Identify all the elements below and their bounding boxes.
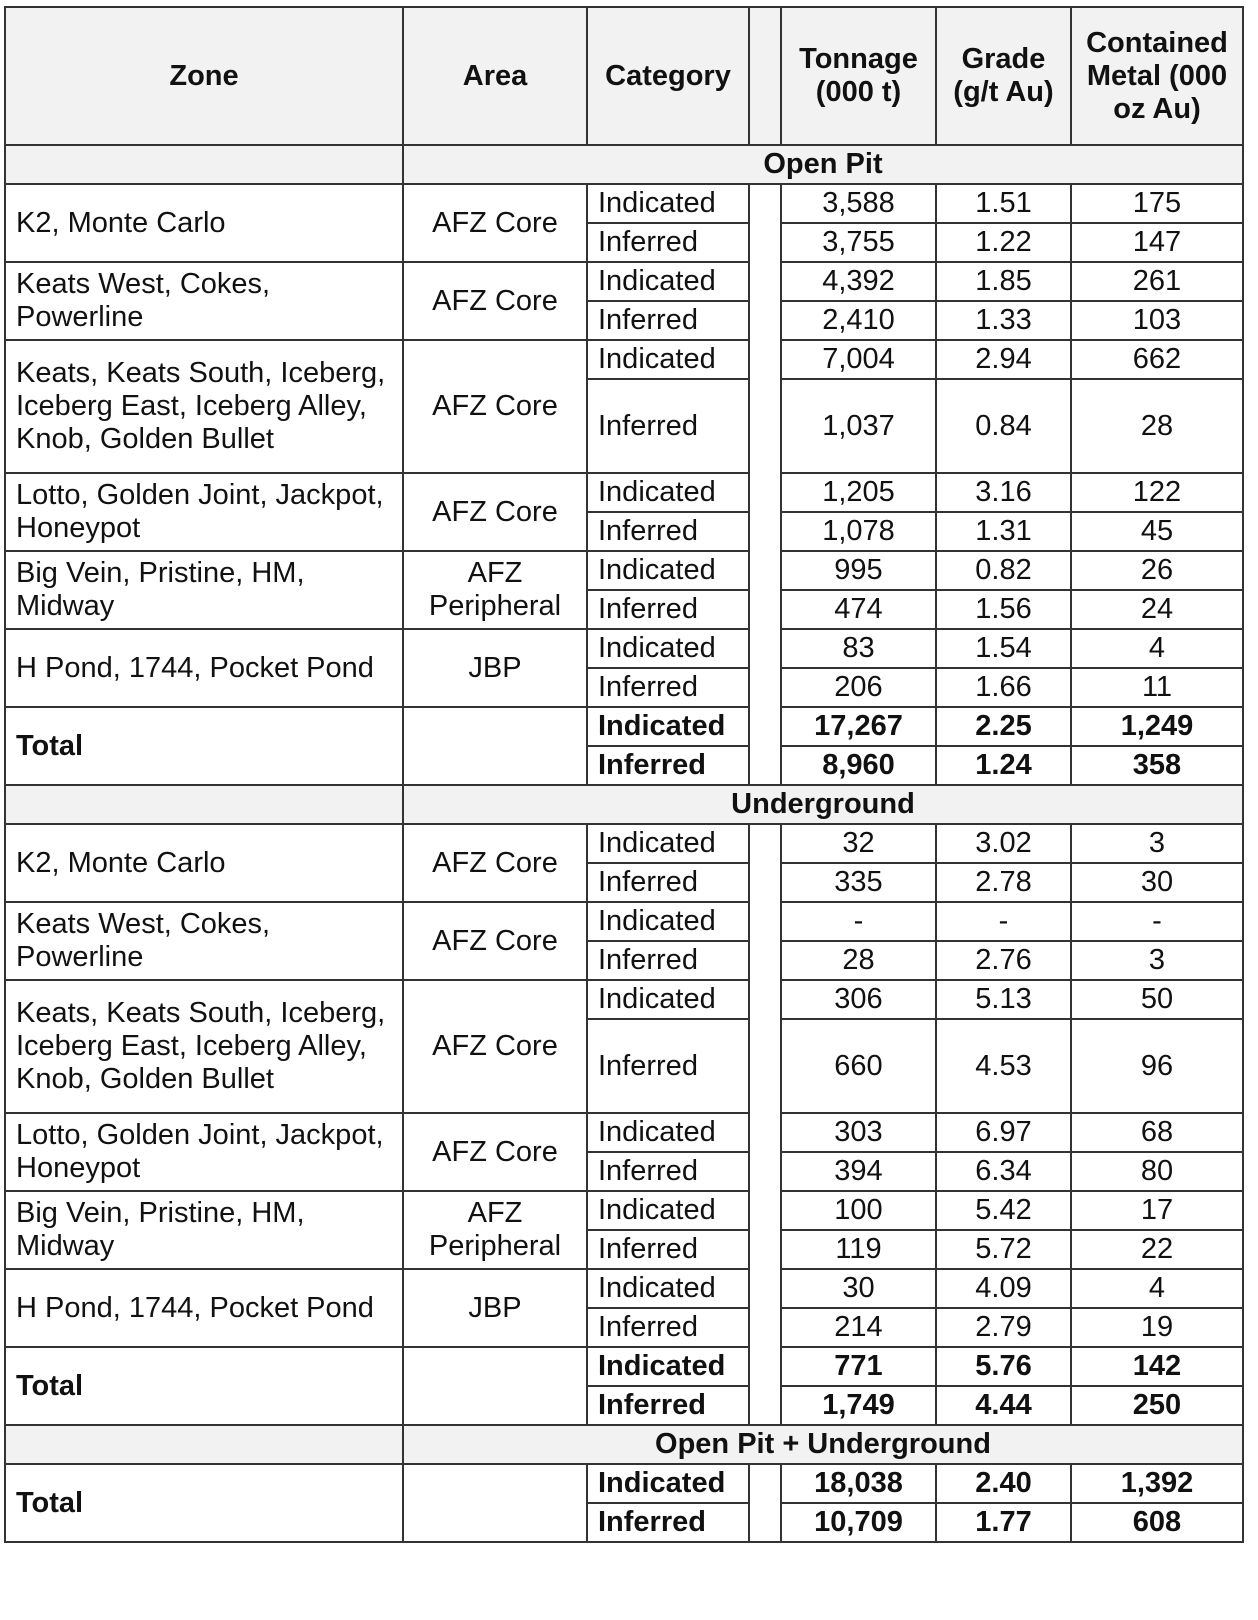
grade-cell: 4.44 bbox=[936, 1386, 1071, 1425]
grade-cell: 5.72 bbox=[936, 1230, 1071, 1269]
category-cell: Inferred bbox=[587, 941, 749, 980]
category-cell: Inferred bbox=[587, 1019, 749, 1113]
zone-cell: H Pond, 1744, Pocket Pond bbox=[5, 629, 403, 707]
zone-cell: Keats, Keats South, Iceberg, Iceberg East, Iceberg Alley, Knob, Golden Bullet bbox=[5, 980, 403, 1113]
zone-cell: H Pond, 1744, Pocket Pond bbox=[5, 1269, 403, 1347]
area-cell-empty bbox=[403, 1347, 587, 1425]
table-row bbox=[5, 184, 1243, 223]
category-cell: Inferred bbox=[587, 668, 749, 707]
area-cell: AFZ Core bbox=[403, 340, 587, 473]
tonnage-cell: 1,037 bbox=[781, 379, 936, 473]
section-row-combined bbox=[5, 1425, 1243, 1464]
tonnage-cell: 3,755 bbox=[781, 223, 936, 262]
grade-cell: 1.77 bbox=[936, 1503, 1071, 1542]
area-cell: JBP bbox=[403, 629, 587, 707]
metal-cell: 24 bbox=[1071, 590, 1243, 629]
total-row bbox=[5, 707, 1243, 746]
grade-cell: 0.84 bbox=[936, 379, 1071, 473]
tonnage-cell: 8,960 bbox=[781, 746, 936, 785]
zone-cell: Keats, Keats South, Iceberg, Iceberg East, Iceberg Alley, Knob, Golden Bullet bbox=[5, 340, 403, 473]
grade-cell: 1.54 bbox=[936, 629, 1071, 668]
grade-cell: 1.85 bbox=[936, 262, 1071, 301]
table-row bbox=[5, 824, 1243, 863]
grade-cell: 2.25 bbox=[936, 707, 1071, 746]
header-area: Area bbox=[403, 7, 587, 145]
metal-cell: 1,392 bbox=[1071, 1464, 1243, 1503]
category-cell: Inferred bbox=[587, 379, 749, 473]
category-cell: Inferred bbox=[587, 223, 749, 262]
table-row bbox=[5, 473, 1243, 512]
area-cell: JBP bbox=[403, 1269, 587, 1347]
category-cell: Inferred bbox=[587, 1230, 749, 1269]
section-blank bbox=[5, 785, 403, 824]
grade-cell: 1.51 bbox=[936, 184, 1071, 223]
metal-cell: 68 bbox=[1071, 1113, 1243, 1152]
metal-cell: 142 bbox=[1071, 1347, 1243, 1386]
area-cell: AFZ Core bbox=[403, 184, 587, 262]
tonnage-cell: 474 bbox=[781, 590, 936, 629]
section-title-open-pit: Open Pit bbox=[403, 145, 1243, 184]
metal-cell: 50 bbox=[1071, 980, 1243, 1019]
gap-column bbox=[749, 824, 781, 1425]
category-cell: Indicated bbox=[587, 980, 749, 1019]
header-tonnage: Tonnage (000 t) bbox=[781, 7, 936, 145]
category-cell: Inferred bbox=[587, 863, 749, 902]
zone-cell: K2, Monte Carlo bbox=[5, 824, 403, 902]
gap-column bbox=[749, 184, 781, 785]
grade-cell: 4.09 bbox=[936, 1269, 1071, 1308]
tonnage-cell: 771 bbox=[781, 1347, 936, 1386]
metal-cell: - bbox=[1071, 902, 1243, 941]
category-cell: Indicated bbox=[587, 551, 749, 590]
header-zone: Zone bbox=[5, 7, 403, 145]
grade-cell: 2.76 bbox=[936, 941, 1071, 980]
category-cell: Indicated bbox=[587, 340, 749, 379]
tonnage-cell: 206 bbox=[781, 668, 936, 707]
grade-cell: 1.66 bbox=[936, 668, 1071, 707]
area-cell: AFZ Peripheral bbox=[403, 551, 587, 629]
total-label: Total bbox=[5, 1464, 403, 1542]
grade-cell: 3.02 bbox=[936, 824, 1071, 863]
metal-cell: 3 bbox=[1071, 824, 1243, 863]
metal-cell: 30 bbox=[1071, 863, 1243, 902]
area-cell: AFZ Core bbox=[403, 262, 587, 340]
tonnage-cell: 306 bbox=[781, 980, 936, 1019]
tonnage-cell: 335 bbox=[781, 863, 936, 902]
metal-cell: 261 bbox=[1071, 262, 1243, 301]
area-cell: AFZ Core bbox=[403, 1113, 587, 1191]
total-label: Total bbox=[5, 707, 403, 785]
category-cell: Indicated bbox=[587, 1347, 749, 1386]
metal-cell: 147 bbox=[1071, 223, 1243, 262]
category-cell: Inferred bbox=[587, 1386, 749, 1425]
tonnage-cell: 28 bbox=[781, 941, 936, 980]
section-row-open-pit bbox=[5, 145, 1243, 184]
grade-cell: 2.78 bbox=[936, 863, 1071, 902]
tonnage-cell: 32 bbox=[781, 824, 936, 863]
metal-cell: 122 bbox=[1071, 473, 1243, 512]
area-cell-empty bbox=[403, 1464, 587, 1542]
category-cell: Inferred bbox=[587, 590, 749, 629]
table-row bbox=[5, 629, 1243, 668]
metal-cell: 358 bbox=[1071, 746, 1243, 785]
area-cell: AFZ Core bbox=[403, 902, 587, 980]
category-cell: Indicated bbox=[587, 1269, 749, 1308]
grade-cell: 1.22 bbox=[936, 223, 1071, 262]
metal-cell: 19 bbox=[1071, 1308, 1243, 1347]
table-row bbox=[5, 340, 1243, 379]
section-blank bbox=[5, 1425, 403, 1464]
category-cell: Indicated bbox=[587, 1113, 749, 1152]
category-cell: Indicated bbox=[587, 1464, 749, 1503]
total-row bbox=[5, 1347, 1243, 1386]
metal-cell: 3 bbox=[1071, 941, 1243, 980]
area-cell-empty bbox=[403, 707, 587, 785]
grade-cell: 1.56 bbox=[936, 590, 1071, 629]
tonnage-cell: 1,749 bbox=[781, 1386, 936, 1425]
grade-cell: - bbox=[936, 902, 1071, 941]
metal-cell: 45 bbox=[1071, 512, 1243, 551]
metal-cell: 22 bbox=[1071, 1230, 1243, 1269]
tonnage-cell: 83 bbox=[781, 629, 936, 668]
tonnage-cell: 2,410 bbox=[781, 301, 936, 340]
total-row bbox=[5, 1464, 1243, 1503]
grade-cell: 1.31 bbox=[936, 512, 1071, 551]
grade-cell: 6.97 bbox=[936, 1113, 1071, 1152]
tonnage-cell: 7,004 bbox=[781, 340, 936, 379]
header-metal: Contained Metal (000 oz Au) bbox=[1071, 7, 1243, 145]
tonnage-cell: 30 bbox=[781, 1269, 936, 1308]
grade-cell: 5.76 bbox=[936, 1347, 1071, 1386]
grade-cell: 0.82 bbox=[936, 551, 1071, 590]
tonnage-cell: 3,588 bbox=[781, 184, 936, 223]
grade-cell: 2.94 bbox=[936, 340, 1071, 379]
category-cell: Indicated bbox=[587, 184, 749, 223]
area-cell: AFZ Peripheral bbox=[403, 1191, 587, 1269]
table-row bbox=[5, 980, 1243, 1019]
table-row bbox=[5, 1113, 1243, 1152]
table-row bbox=[5, 902, 1243, 941]
category-cell: Inferred bbox=[587, 1152, 749, 1191]
metal-cell: 26 bbox=[1071, 551, 1243, 590]
grade-cell: 2.79 bbox=[936, 1308, 1071, 1347]
tonnage-cell: 18,038 bbox=[781, 1464, 936, 1503]
category-cell: Indicated bbox=[587, 824, 749, 863]
grade-cell: 2.40 bbox=[936, 1464, 1071, 1503]
metal-cell: 662 bbox=[1071, 340, 1243, 379]
area-cell: AFZ Core bbox=[403, 824, 587, 902]
metal-cell: 11 bbox=[1071, 668, 1243, 707]
table-row bbox=[5, 551, 1243, 590]
header-gap bbox=[749, 7, 781, 145]
category-cell: Indicated bbox=[587, 707, 749, 746]
category-cell: Indicated bbox=[587, 473, 749, 512]
section-blank bbox=[5, 145, 403, 184]
tonnage-cell: 10,709 bbox=[781, 1503, 936, 1542]
metal-cell: 1,249 bbox=[1071, 707, 1243, 746]
table-body bbox=[5, 145, 1243, 1542]
grade-cell: 6.34 bbox=[936, 1152, 1071, 1191]
grade-cell: 5.42 bbox=[936, 1191, 1071, 1230]
metal-cell: 28 bbox=[1071, 379, 1243, 473]
section-title-combined: Open Pit + Underground bbox=[403, 1425, 1243, 1464]
grade-cell: 5.13 bbox=[936, 980, 1071, 1019]
zone-cell: Big Vein, Pristine, HM, Midway bbox=[5, 1191, 403, 1269]
grade-cell: 3.16 bbox=[936, 473, 1071, 512]
tonnage-cell: 1,205 bbox=[781, 473, 936, 512]
category-cell: Inferred bbox=[587, 512, 749, 551]
zone-cell: Lotto, Golden Joint, Jackpot, Honeypot bbox=[5, 473, 403, 551]
zone-cell: Lotto, Golden Joint, Jackpot, Honeypot bbox=[5, 1113, 403, 1191]
tonnage-cell: 100 bbox=[781, 1191, 936, 1230]
zone-cell: Keats West, Cokes, Powerline bbox=[5, 902, 403, 980]
tonnage-cell: - bbox=[781, 902, 936, 941]
category-cell: Inferred bbox=[587, 746, 749, 785]
header-category: Category bbox=[587, 7, 749, 145]
tonnage-cell: 1,078 bbox=[781, 512, 936, 551]
tonnage-cell: 303 bbox=[781, 1113, 936, 1152]
category-cell: Inferred bbox=[587, 1308, 749, 1347]
metal-cell: 175 bbox=[1071, 184, 1243, 223]
tonnage-cell: 214 bbox=[781, 1308, 936, 1347]
metal-cell: 4 bbox=[1071, 629, 1243, 668]
tonnage-cell: 4,392 bbox=[781, 262, 936, 301]
zone-cell: Big Vein, Pristine, HM, Midway bbox=[5, 551, 403, 629]
grade-cell: 1.24 bbox=[936, 746, 1071, 785]
grade-cell: 1.33 bbox=[936, 301, 1071, 340]
category-cell: Indicated bbox=[587, 902, 749, 941]
category-cell: Indicated bbox=[587, 629, 749, 668]
tonnage-cell: 394 bbox=[781, 1152, 936, 1191]
metal-cell: 103 bbox=[1071, 301, 1243, 340]
area-cell: AFZ Core bbox=[403, 473, 587, 551]
tonnage-cell: 660 bbox=[781, 1019, 936, 1113]
zone-cell: K2, Monte Carlo bbox=[5, 184, 403, 262]
table-row bbox=[5, 262, 1243, 301]
tonnage-cell: 119 bbox=[781, 1230, 936, 1269]
metal-cell: 4 bbox=[1071, 1269, 1243, 1308]
metal-cell: 250 bbox=[1071, 1386, 1243, 1425]
category-cell: Indicated bbox=[587, 262, 749, 301]
category-cell: Inferred bbox=[587, 1503, 749, 1542]
zone-cell: Keats West, Cokes, Powerline bbox=[5, 262, 403, 340]
metal-cell: 80 bbox=[1071, 1152, 1243, 1191]
section-title-underground: Underground bbox=[403, 785, 1243, 824]
metal-cell: 17 bbox=[1071, 1191, 1243, 1230]
section-row-underground bbox=[5, 785, 1243, 824]
area-cell: AFZ Core bbox=[403, 980, 587, 1113]
metal-cell: 608 bbox=[1071, 1503, 1243, 1542]
header-grade: Grade (g/t Au) bbox=[936, 7, 1071, 145]
grade-cell: 4.53 bbox=[936, 1019, 1071, 1113]
total-label: Total bbox=[5, 1347, 403, 1425]
tonnage-cell: 995 bbox=[781, 551, 936, 590]
resource-table bbox=[4, 6, 1244, 1543]
category-cell: Inferred bbox=[587, 301, 749, 340]
tonnage-cell: 17,267 bbox=[781, 707, 936, 746]
metal-cell: 96 bbox=[1071, 1019, 1243, 1113]
category-cell: Indicated bbox=[587, 1191, 749, 1230]
gap-column bbox=[749, 1464, 781, 1542]
table-row bbox=[5, 1191, 1243, 1230]
table-row bbox=[5, 1269, 1243, 1308]
header-row bbox=[5, 7, 1243, 145]
